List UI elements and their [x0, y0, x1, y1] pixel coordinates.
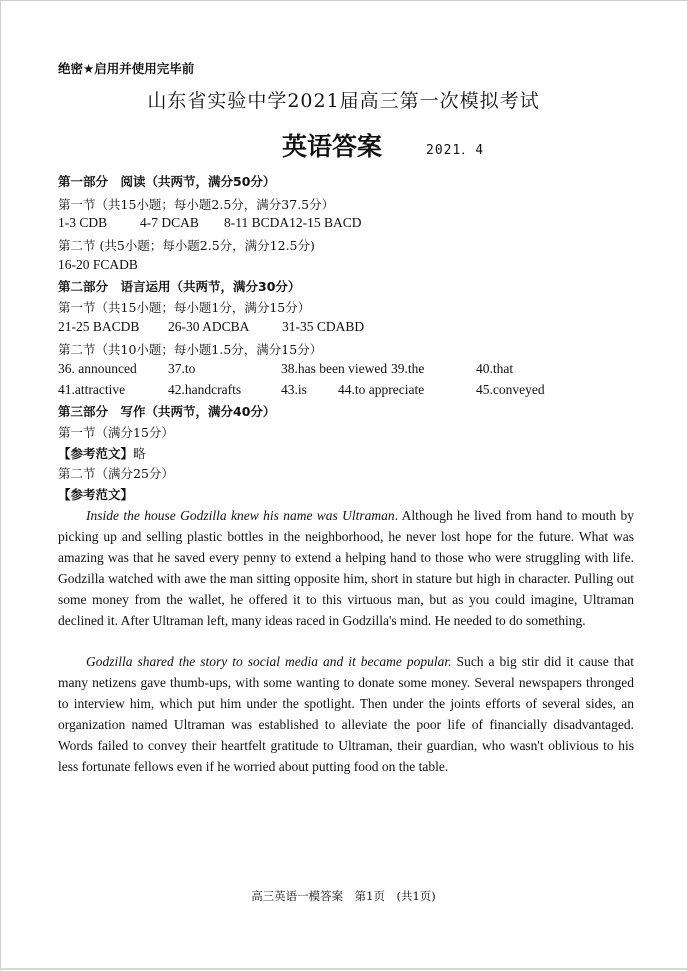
part2-section1-heading: 第一节（共15小题；每小题1分，满分15分）: [58, 300, 311, 315]
page-border-top: [0, 0, 687, 1]
answer-item: 38.has been viewed: [281, 361, 388, 376]
part1-section1-heading: 第一节（共15小题；每小题2.5分，满分37.5分）: [58, 197, 335, 212]
sample-essay-1: [58, 444, 146, 462]
answer-item: 36. announced: [58, 361, 137, 376]
part1-heading: 第一部分 阅读（共两节，满分50分）: [58, 174, 276, 189]
answer-group: 21-25 BACDB: [58, 319, 140, 334]
answer-item: 44.to appreciate: [338, 382, 425, 397]
answer-item: 43.is: [281, 382, 307, 397]
answer-group: 26-30 ADCBA: [168, 319, 250, 334]
exam-date: 2021．4: [426, 143, 485, 158]
page-footer: 高三英语一模答案 第1页 (共1页): [251, 889, 436, 903]
part1-section2-heading: 第二节 (共5小题；每小题2.5分，满分12.5分): [58, 238, 315, 253]
page-border-bottom: [0, 968, 687, 970]
answer-item: 37.to: [168, 361, 196, 376]
part3-section2-heading: 第二节（满分25分）: [58, 466, 174, 481]
answer-item: 40.that: [476, 361, 514, 376]
answer-group: 4-7 DCAB: [140, 215, 199, 230]
essay-paragraph-2-body: Such a big stir did it cause that many netizens gave thumb-ups, with some wanting to donate some money. Several newspapers thronged to interview him, which put him under the spotlight. Then under the joints efforts of several sides, an organization named Ultraman was established to alleviate the poor life of financially disadvantaged. Words failed to convey their heartfelt gratitude to Ultraman, their guardian, who wasn't oblivious to his less fortunate fellows even if he worried about putting food on the table.: [58, 654, 634, 774]
answer-item: 45.conveyed: [476, 382, 545, 397]
answer-item: 42.handcrafts: [168, 382, 242, 397]
answer-group: 31-35 CDABD: [282, 319, 365, 334]
page-border-left: [0, 0, 1, 971]
part3-heading: 第三部分 写作（共两节，满分40分）: [58, 404, 276, 419]
page-title: 英语答案: [282, 132, 383, 161]
essay-paragraph-2-opening: Godzilla shared the story to social media and it became popular.: [86, 654, 452, 669]
sample-label: 【参考范文】: [58, 487, 134, 502]
part3-section1-heading: 第一节（满分15分）: [58, 425, 174, 440]
essay-paragraph-1: [58, 505, 634, 631]
exam-title: 山东省实验中学2021届高三第一次模拟考试: [147, 90, 540, 112]
answer-item: 39.the: [391, 361, 425, 376]
part2-section2-heading: 第二节（共10小题；每小题1.5分，满分15分）: [58, 342, 323, 357]
essay-paragraph-1-body: . Although he lived from hand to mouth by picking up and selling plastic bottles in the neighborhood, he never lost hope for the future. What was amazing was that he saved every penny to extend a helping hand to those who were struggling with life. Godzilla watched with awe the man sitting opposite him, short in stature but high in character. Pulling out some money from the wallet, he offered it to this virtuous man, but as you could imagine, Ultraman declined it. After Ultraman left, many ideas raced in Godzilla's mind. He needed to do something.: [58, 508, 634, 628]
essay-paragraph-1-opening: Inside the house Godzilla knew his name was Ultraman: [86, 508, 395, 523]
part2-heading: 第二部分 语言运用（共两节，满分30分）: [58, 279, 301, 294]
answer-group: 1-3 CDB: [58, 215, 108, 230]
answer-group: 8-11 BCDA12-15 BACD: [224, 215, 362, 230]
answer-group: 16-20 FCADB: [58, 257, 138, 272]
answer-item: 41.attractive: [58, 382, 126, 397]
sample-label: 【参考范文】: [58, 446, 134, 461]
sample-text: 略: [133, 446, 146, 461]
confidential-label: 绝密★启用并使用完毕前: [58, 61, 195, 76]
essay-paragraph-2: [58, 651, 634, 777]
